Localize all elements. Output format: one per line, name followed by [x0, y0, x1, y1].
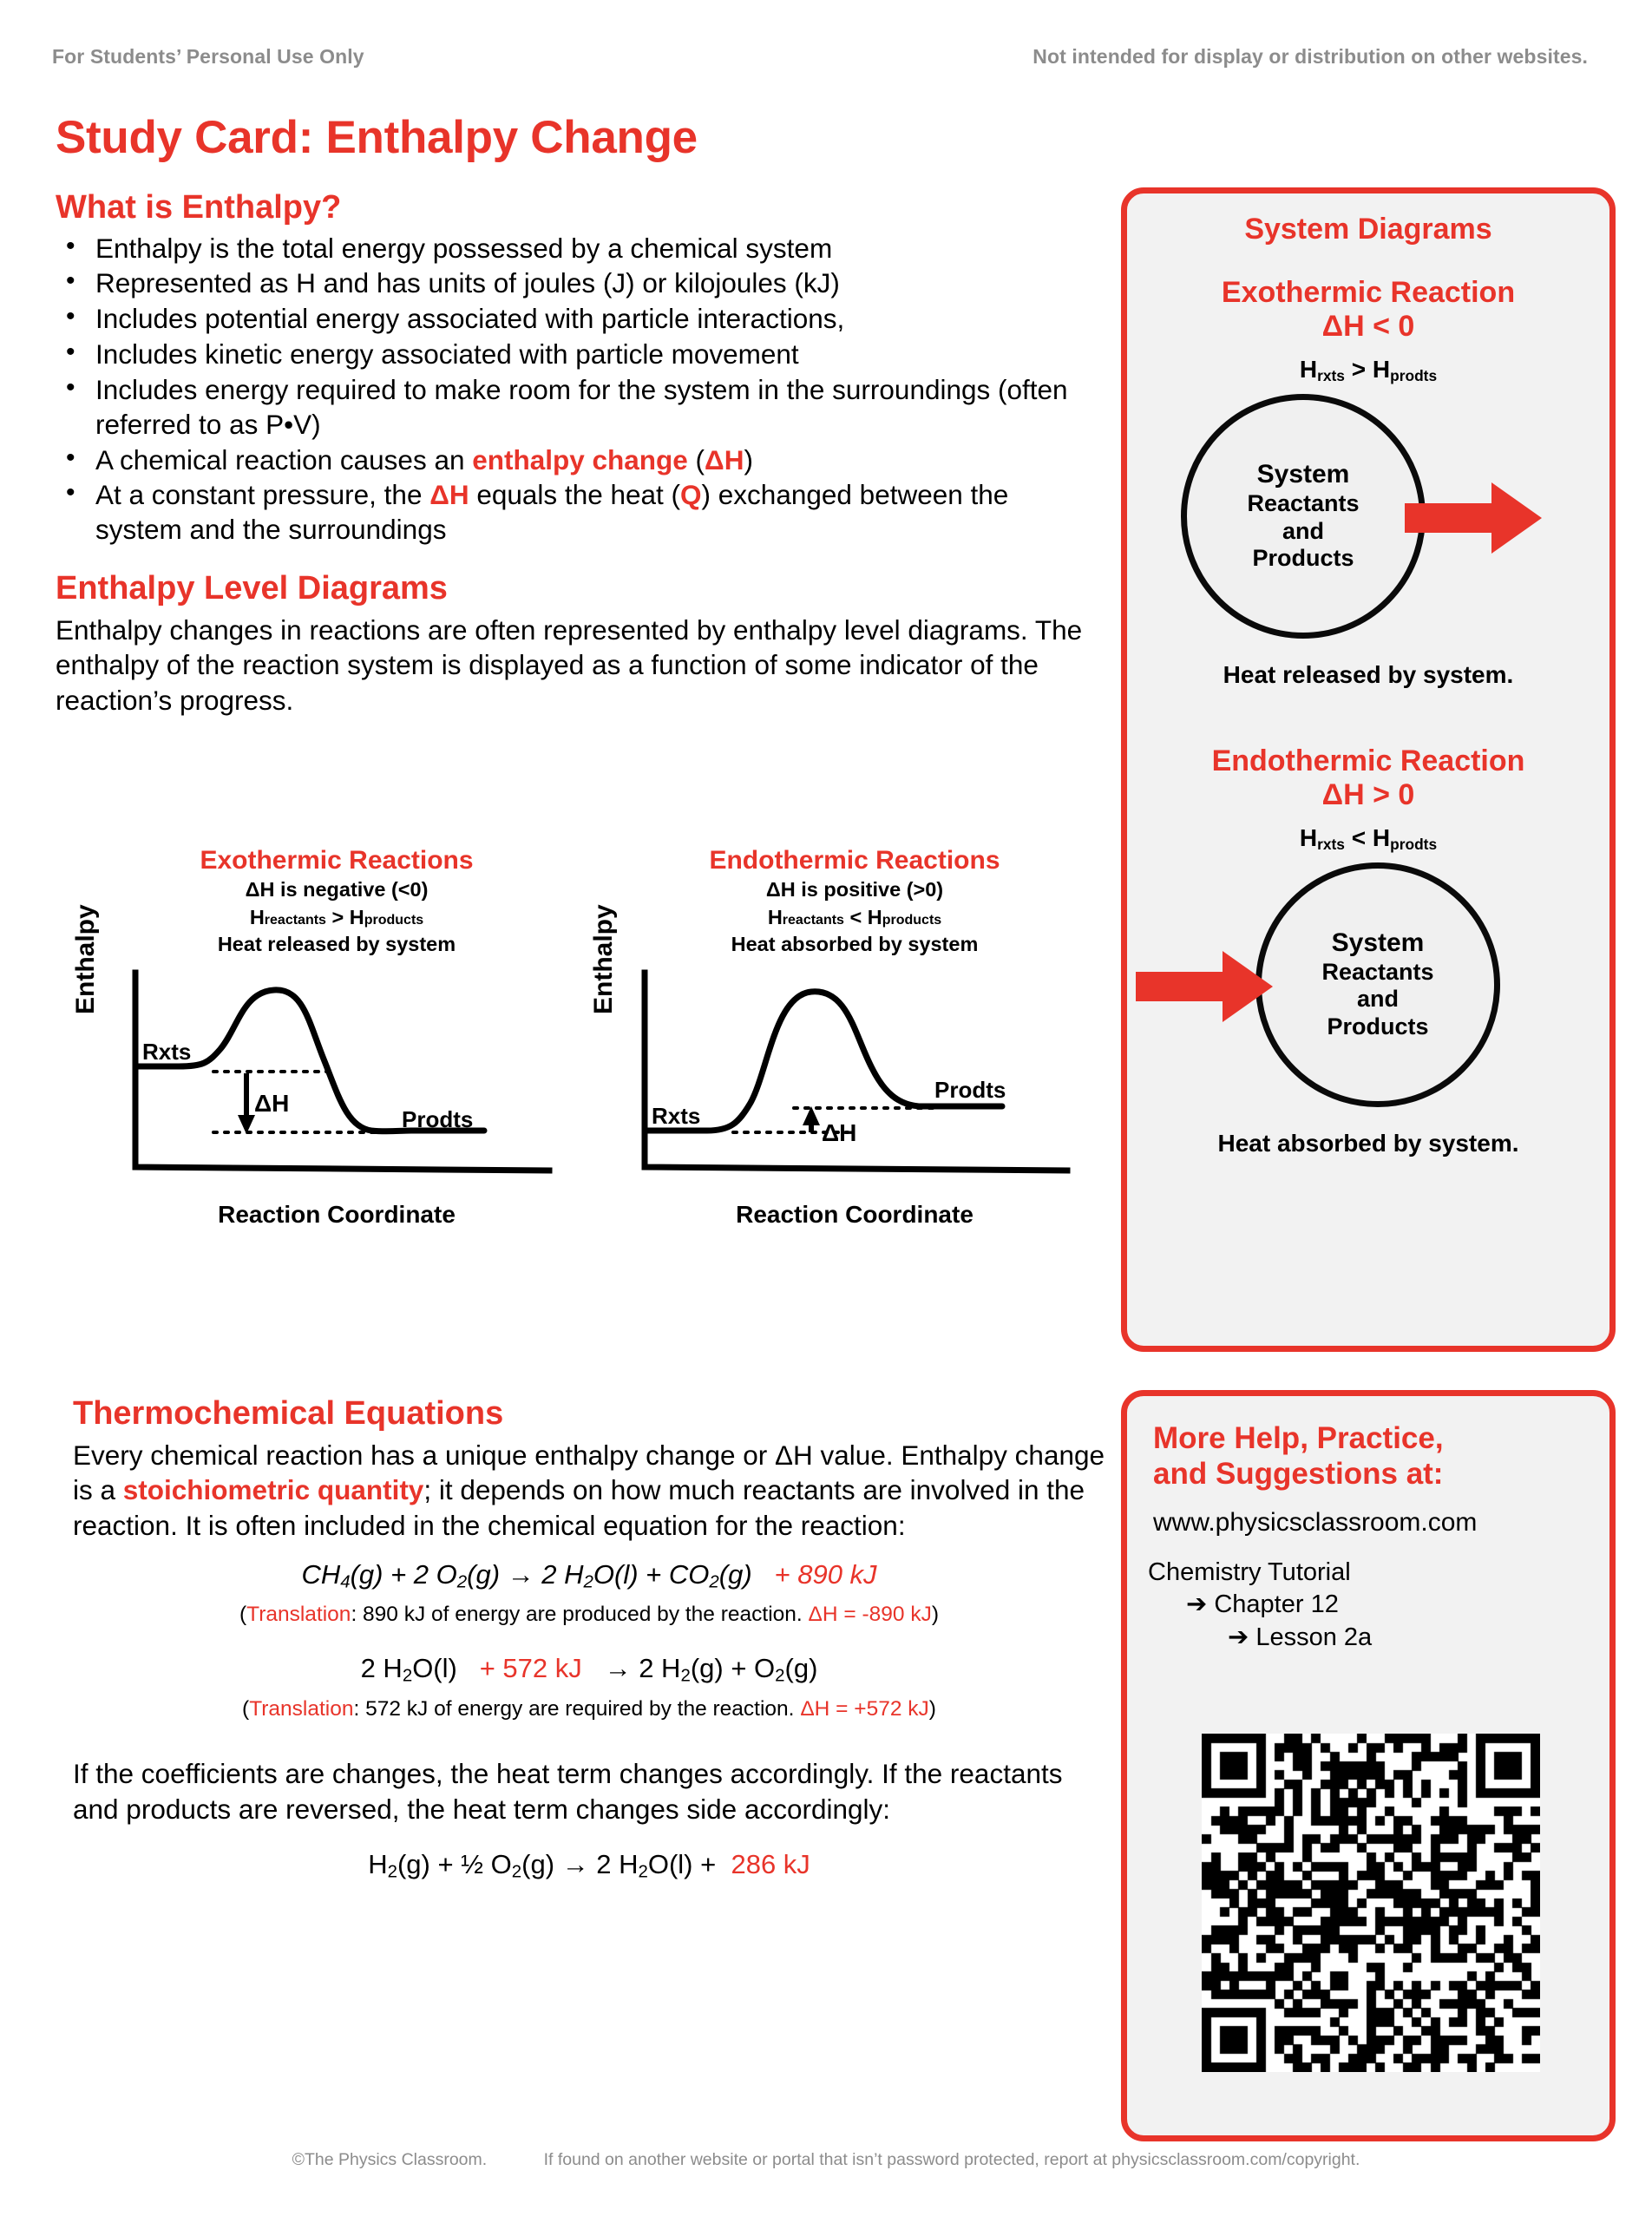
equation-1-text: $CH_4(g) + 2$ $O_2(g) \to 2$ $H_2O(l) + CO_2(g)$ [301, 1558, 767, 1592]
endo-system-inequality [1127, 824, 1609, 854]
endo-circle-line3: Products [1327, 1013, 1429, 1039]
bullet-text: ) [744, 443, 753, 475]
page-header [52, 45, 1600, 69]
system-diagrams-title: System Diagrams [1244, 213, 1492, 246]
endothermic-curve-svg [594, 966, 1080, 1193]
endo-circle-title: System [1331, 928, 1425, 958]
bullet-text: Includes energy required to make room for the system in the surroundings (often referred to as P•V) [95, 373, 1068, 440]
footer-copyright: ©The Physics Classroom. [292, 2150, 488, 2169]
inequality-operator: < [843, 905, 868, 928]
exo-circle-line2: and [1282, 517, 1324, 544]
heat-in-arrow-icon [1136, 949, 1275, 1024]
translation-1: (Translation: 890 kJ of energy are produced by the reaction. ΔH = -890 kJ) [239, 1603, 940, 1627]
exo-system-dh: ΔH < 0 [1321, 310, 1415, 343]
exo-system-circle [1181, 394, 1426, 639]
exothermic-x-axis-label: Reaction Coordinate [218, 1201, 456, 1229]
h-subscript-reactants: reactants [782, 912, 844, 928]
exothermic-chart-sub3: Heat released by system [217, 933, 456, 956]
h-symbol: H [1299, 356, 1318, 383]
highlight-term: Q [680, 479, 702, 511]
equation-1-heat-term: + 890 kJ [774, 1558, 877, 1590]
bullet-item [56, 373, 1097, 443]
h-subscript-prodts: prodts [1390, 835, 1438, 853]
bullet-item [56, 232, 1097, 266]
inequality-operator: > [1344, 356, 1373, 383]
bullet-item [56, 338, 1097, 372]
exothermic-level-diagram [71, 846, 597, 1229]
highlight-term: ΔH [429, 479, 469, 511]
endo-system-circle [1255, 862, 1500, 1107]
help-title-line2: and Suggestions at: [1153, 1457, 1444, 1492]
section-heading-thermochemical: Thermochemical Equations [73, 1395, 504, 1432]
heat-out-arrow-icon [1405, 481, 1544, 555]
paragraph-text: Every chemical reaction has a unique enthalpy change or ΔH value. Enthalpy change is a [73, 1439, 1105, 1506]
endothermic-products-label: Prodts [934, 1077, 1006, 1104]
h-symbol-2: H [1372, 823, 1391, 851]
translation-2-text: : 572 kJ of energy are required by the reaction. [353, 1696, 801, 1721]
h-subscript-rxts: rxts [1317, 835, 1345, 853]
enthalpy-level-paragraph: Enthalpy changes in reactions are often represented by enthalpy level diagrams. The enthalpy of the reaction system is displayed as a function of some indicator of the reaction’s progress. [56, 613, 1083, 717]
help-line-chapter: ➔ Chapter 12 [1186, 1590, 1339, 1619]
section-heading-what-is-enthalpy: What is Enthalpy? [56, 189, 342, 226]
enthalpy-level-diagrams-row [52, 846, 1106, 1367]
equation-2-reactant: 2 $H_2O(l)$ [360, 1653, 473, 1686]
translation-1-label: Translation [246, 1603, 351, 1627]
exothermic-reactants-label: Rxts [142, 1039, 192, 1066]
help-url[interactable]: www.physicsclassroom.com [1153, 1507, 1478, 1537]
help-line-tutorial: Chemistry Tutorial [1148, 1557, 1351, 1586]
inequality-operator: > [325, 905, 350, 928]
inequality-operator: < [1344, 823, 1373, 851]
qr-code[interactable] [1202, 1734, 1540, 2072]
endothermic-y-axis-label: Enthalpy [589, 904, 618, 1015]
exothermic-chart-sub2 [76, 906, 597, 930]
enthalpy-bullet-list [56, 232, 1097, 548]
header-right-notice: Not intended for display or distribution on other websites. [1032, 45, 1588, 68]
h-symbol-2: H [867, 905, 882, 928]
bullet-text: equals the heat ( [469, 479, 681, 511]
h-symbol-2: H [1372, 356, 1391, 383]
endothermic-chart-sub1: ΔH is positive (>0) [765, 878, 944, 901]
bullet-text: Represented as H and has units of joules (J) or kilojoules (kJ) [95, 267, 840, 299]
endo-circle-line2: and [1356, 986, 1399, 1013]
endothermic-x-axis-label: Reaction Coordinate [736, 1201, 974, 1229]
endo-system-title: Endothermic Reaction [1211, 744, 1525, 777]
paragraph-text: ; it depends on how much reactants are involved in the reaction. It is often included in the chemical equation for the reaction: [73, 1474, 1085, 1542]
system-diagrams-box [1121, 187, 1616, 1352]
h-subscript-rxts: rxts [1317, 366, 1345, 384]
help-line-lesson: ➔ Lesson 2a [1228, 1623, 1373, 1651]
h-symbol: H [249, 905, 265, 928]
bullet-item [56, 266, 1097, 301]
endothermic-chart-sub2 [594, 906, 1115, 930]
equation-2-product: → 2 $H_2(g) + O_2(g)$ [604, 1653, 818, 1686]
exo-system-caption: Heat released by system. [1223, 660, 1514, 688]
exo-system-title: Exothermic Reaction [1221, 276, 1516, 309]
equation-3-heat-term: 286 kJ [731, 1849, 810, 1880]
exothermic-delta-h-label: ΔH [254, 1090, 290, 1118]
thermochemical-paragraph-2: If the coefficients are changes, the heat term changes accordingly. If the reactants and products are reversed, the heat term changes side accordingly: [73, 1757, 1063, 1825]
h-subscript-products: products [364, 912, 424, 928]
endo-system-caption: Heat absorbed by system. [1217, 1129, 1519, 1157]
equation-3-text: $H_2(g)$ + ½ $O_2(g) \to 2$ $H_2O(l)$ + [368, 1849, 724, 1882]
translation-2-label: Translation [249, 1696, 354, 1721]
bullet-text: Includes potential energy associated with particle interactions, [95, 303, 845, 335]
thermochemical-paragraph [73, 1438, 1105, 1544]
exo-circle-title: System [1256, 460, 1350, 489]
equation-1 [73, 1559, 1105, 1593]
equation-2-heat-term: + 572 kJ [479, 1653, 597, 1684]
bullet-item [56, 302, 1097, 337]
footer-notice: If found on another website or portal that isn’t password protected, report at physicsclassroom.com/copyright. [543, 2150, 1360, 2169]
h-subscript-reactants: reactants [264, 912, 326, 928]
endothermic-reactants-label: Rxts [652, 1103, 701, 1130]
endothermic-chart-title: Endothermic Reactions [709, 846, 1000, 875]
endo-system-dh: ΔH > 0 [1321, 777, 1415, 811]
exo-system-inequality [1127, 356, 1609, 385]
exo-circle-line3: Products [1252, 544, 1354, 571]
translation-1-dh: ΔH = -890 kJ [808, 1603, 932, 1627]
endothermic-delta-h-label: ΔH [822, 1119, 857, 1147]
exothermic-chart-title: Exothermic Reactions [200, 846, 474, 875]
bullet-text: A chemical reaction causes an [95, 443, 473, 475]
endothermic-chart-sub3: Heat absorbed by system [731, 933, 979, 956]
thermochemical-section [73, 1395, 1105, 1883]
exothermic-chart-sub1: ΔH is negative (<0) [245, 878, 429, 901]
bullet-item [56, 478, 1097, 548]
endothermic-level-diagram [589, 846, 1115, 1229]
exothermic-curve-svg [76, 966, 562, 1193]
h-symbol: H [1299, 823, 1318, 851]
help-tutorial-path [1127, 1557, 1609, 1655]
h-subscript-prodts: prodts [1390, 366, 1438, 384]
translation-1-text: : 890 kJ of energy are produced by the reaction. [351, 1603, 809, 1627]
highlight-term: enthalpy change [472, 443, 688, 475]
exo-circle-line1: Reactants [1247, 490, 1360, 517]
help-title-line1: More Help, Practice, [1153, 1421, 1444, 1455]
exothermic-products-label: Prodts [402, 1106, 474, 1133]
translation-2-dh: ΔH = +572 kJ [800, 1696, 929, 1721]
page-footer [0, 2150, 1652, 2170]
header-left-notice: For Students’ Personal Use Only [52, 45, 364, 68]
section-heading-enthalpy-level-diagrams: Enthalpy Level Diagrams [56, 570, 448, 607]
h-subscript-products: products [882, 912, 942, 928]
bullet-text: Enthalpy is the total energy possessed by a chemical system [95, 232, 833, 264]
exothermic-y-axis-label: Enthalpy [71, 904, 100, 1015]
h-symbol-2: H [349, 905, 364, 928]
bullet-text: ( [687, 443, 705, 475]
endo-circle-line1: Reactants [1321, 959, 1434, 986]
h-symbol: H [767, 905, 783, 928]
bullet-text: Includes kinetic energy associated with particle movement [95, 338, 799, 370]
bullet-text: At a constant pressure, the [95, 479, 430, 511]
page-title: Study Card: Enthalpy Change [56, 112, 698, 163]
translation-2: (Translation: 572 kJ of energy are required by the reaction. ΔH = +572 kJ) [242, 1696, 936, 1721]
highlight-term: stoichiometric quantity [122, 1474, 424, 1506]
equation-2 [73, 1653, 1105, 1687]
left-column [56, 189, 1097, 718]
highlight-term: ΔH [705, 443, 744, 475]
equation-3 [73, 1849, 1105, 1883]
bullet-item [56, 443, 1097, 478]
bullet-text: ) exchanged between the system and the surroundings [95, 479, 1009, 546]
